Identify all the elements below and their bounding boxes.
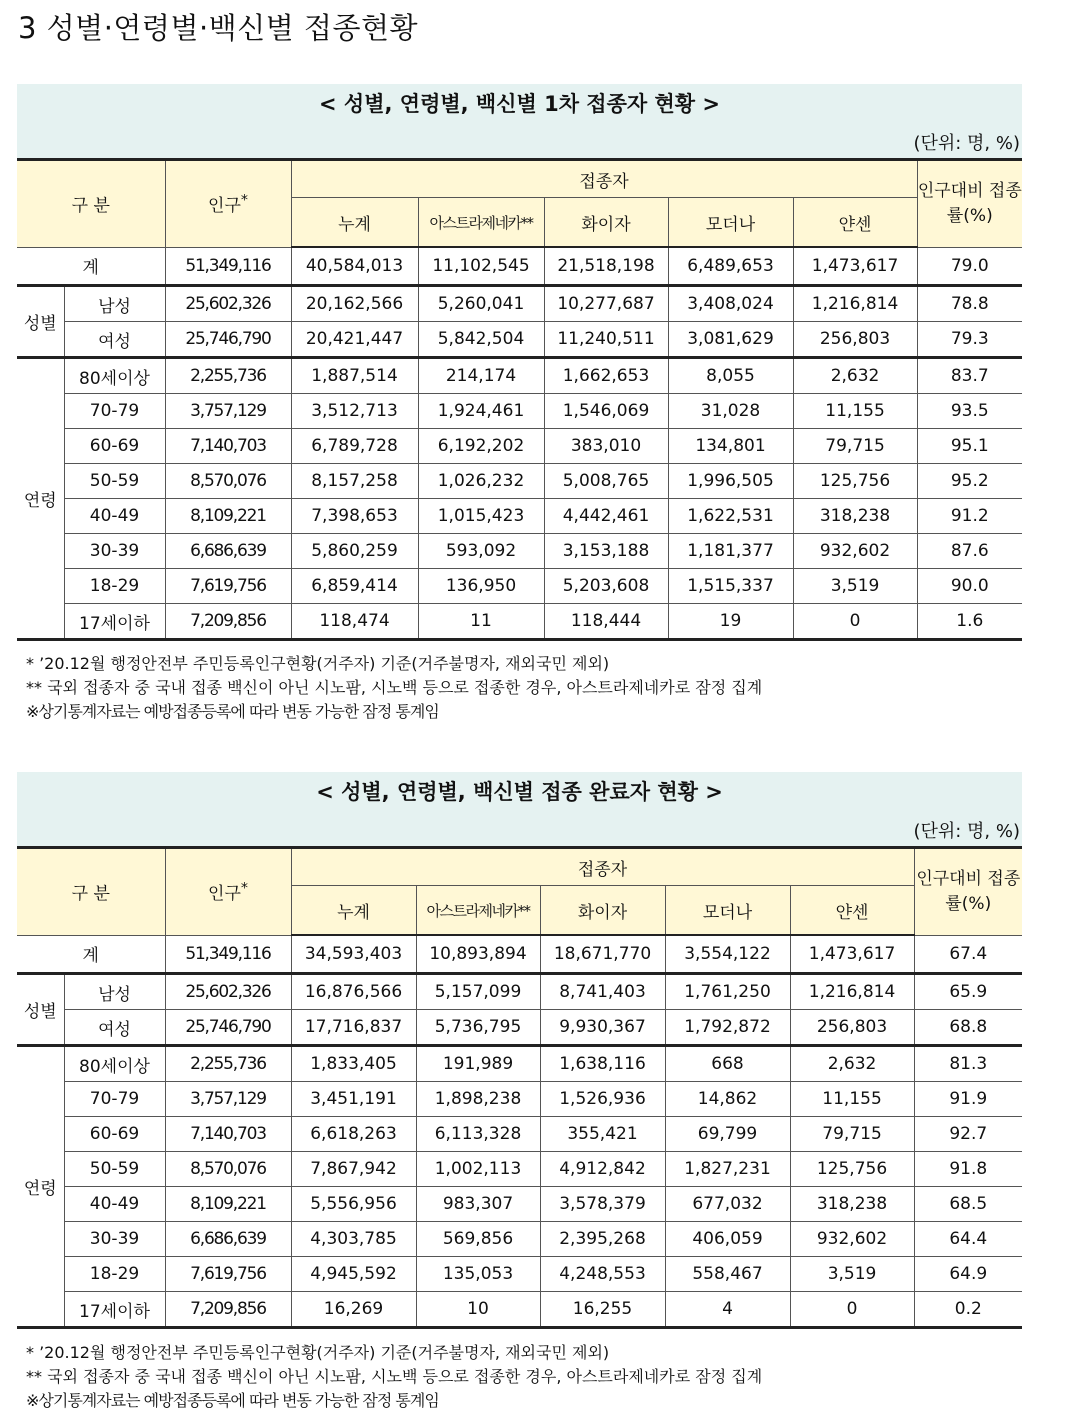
cell-rate: 81.3 [914, 1046, 1022, 1082]
cell-ja: 1,473,617 [793, 247, 917, 286]
header-group: 구 분 [17, 848, 165, 936]
row-label: 30-39 [64, 1222, 165, 1257]
cell-ja: 2,632 [793, 358, 917, 394]
cell-rate: 91.2 [917, 499, 1022, 534]
header-pfizer: 화이자 [540, 886, 665, 936]
group-label-age: 연령 [17, 358, 64, 640]
row-label: 계 [17, 935, 165, 974]
cell-pf: 1,546,069 [544, 394, 668, 429]
cell-pop: 7,209,856 [165, 1292, 291, 1328]
row-label: 남성 [64, 286, 165, 322]
cell-ja: 125,756 [790, 1152, 914, 1187]
cell-rate: 78.8 [917, 286, 1022, 322]
cell-rate: 79.0 [917, 247, 1022, 286]
complete-dose-table [17, 846, 1022, 1329]
first-dose-section [17, 84, 1022, 641]
cell-pf: 3,578,379 [540, 1187, 665, 1222]
table-row [17, 1117, 1022, 1152]
cell-mo: 3,081,629 [668, 322, 793, 358]
cell-ja: 256,803 [790, 1010, 914, 1046]
cell-pop: 51,349,116 [165, 935, 291, 974]
row-label: 60-69 [64, 429, 165, 464]
table-row [17, 286, 1022, 322]
cell-ja: 125,756 [793, 464, 917, 499]
cell-rate: 0.2 [914, 1292, 1022, 1328]
cell-total: 4,945,592 [291, 1257, 416, 1292]
cell-total: 6,859,414 [291, 569, 418, 604]
row-label: 18-29 [64, 569, 165, 604]
cell-az: 6,113,328 [416, 1117, 540, 1152]
cell-ja: 79,715 [793, 429, 917, 464]
cell-mo: 1,996,505 [668, 464, 793, 499]
cell-pf: 1,526,936 [540, 1082, 665, 1117]
cell-az: 5,842,504 [418, 322, 544, 358]
table-row [17, 1222, 1022, 1257]
cell-rate: 95.1 [917, 429, 1022, 464]
header-moderna: 모더나 [665, 886, 790, 936]
cell-az: 1,924,461 [418, 394, 544, 429]
cell-pf: 21,518,198 [544, 247, 668, 286]
cell-total: 7,398,653 [291, 499, 418, 534]
cell-rate: 68.5 [914, 1187, 1022, 1222]
table-row [17, 1082, 1022, 1117]
table-row [17, 358, 1022, 394]
row-label: 18-29 [64, 1257, 165, 1292]
cell-mo: 1,515,337 [668, 569, 793, 604]
cell-ja: 0 [793, 604, 917, 640]
footnote: ** 국외 접종자 중 국내 접종 백신이 아닌 시노팜, 시노백 등으로 접종한 경우, 아스트라제네카로 잠정 집계 [26, 678, 763, 697]
cell-pf: 118,444 [544, 604, 668, 640]
row-label: 50-59 [64, 1152, 165, 1187]
cell-rate: 79.3 [917, 322, 1022, 358]
cell-rate: 91.8 [914, 1152, 1022, 1187]
cell-total: 20,162,566 [291, 286, 418, 322]
row-label: 70-79 [64, 1082, 165, 1117]
table-row [17, 1046, 1022, 1082]
cell-pf: 5,203,608 [544, 569, 668, 604]
cell-pop: 8,109,221 [165, 1187, 291, 1222]
cell-total: 8,157,258 [291, 464, 418, 499]
cell-total: 4,303,785 [291, 1222, 416, 1257]
table-title: < 성별, 연령별, 백신별 1차 접종자 현황 > [319, 92, 720, 116]
table-row [17, 569, 1022, 604]
footnote: ※상기통계자료는 예방접종등록에 따라 변동 가능한 잠정 통계임 [26, 702, 439, 721]
row-label: 40-49 [64, 499, 165, 534]
table-row [17, 1152, 1022, 1187]
table-title-band [17, 84, 1022, 158]
page-heading: 3 성별·연령별·백신별 접종현황 [18, 11, 418, 45]
cell-pf: 16,255 [540, 1292, 665, 1328]
table-title-band [17, 772, 1022, 846]
group-label-sex: 성별 [17, 974, 64, 1046]
header-vaccinated: 접종자 [291, 848, 914, 886]
cell-pf: 355,421 [540, 1117, 665, 1152]
cell-total: 7,867,942 [291, 1152, 416, 1187]
cell-total: 40,584,013 [291, 247, 418, 286]
cell-total: 16,269 [291, 1292, 416, 1328]
header-population: 인구* [165, 160, 291, 248]
cell-pop: 6,686,639 [165, 534, 291, 569]
cell-ja: 256,803 [793, 322, 917, 358]
cell-pf: 5,008,765 [544, 464, 668, 499]
cell-mo: 3,408,024 [668, 286, 793, 322]
table-row [17, 1292, 1022, 1328]
header-group: 구 분 [17, 160, 165, 248]
cell-pop: 2,255,736 [165, 358, 291, 394]
cell-pop: 7,619,756 [165, 1257, 291, 1292]
row-label: 17세이하 [64, 604, 165, 640]
cell-ja: 318,238 [793, 499, 917, 534]
cell-mo: 1,792,872 [665, 1010, 790, 1046]
unit-label: (단위: 명, %) [913, 821, 1020, 842]
cell-total: 118,474 [291, 604, 418, 640]
header-total: 누계 [291, 198, 418, 248]
first-dose-table [17, 158, 1022, 641]
cell-rate: 95.2 [917, 464, 1022, 499]
row-label: 80세이상 [64, 1046, 165, 1082]
cell-pop: 3,757,129 [165, 394, 291, 429]
row-label: 50-59 [64, 464, 165, 499]
unit-label: (단위: 명, %) [913, 133, 1020, 154]
cell-pf: 1,662,653 [544, 358, 668, 394]
cell-pop: 8,570,076 [165, 464, 291, 499]
cell-ja: 2,632 [790, 1046, 914, 1082]
cell-pop: 7,619,756 [165, 569, 291, 604]
cell-total: 6,618,263 [291, 1117, 416, 1152]
cell-pf: 8,741,403 [540, 974, 665, 1010]
cell-pf: 2,395,268 [540, 1222, 665, 1257]
footnote: ** 국외 접종자 중 국내 접종 백신이 아닌 시노팜, 시노백 등으로 접종한 경우, 아스트라제네카로 잠정 집계 [26, 1367, 763, 1386]
cell-az: 1,026,232 [418, 464, 544, 499]
cell-total: 3,451,191 [291, 1082, 416, 1117]
header-rate: 인구대비 접종률(%) [917, 160, 1022, 248]
cell-total: 3,512,713 [291, 394, 418, 429]
header-pfizer: 화이자 [544, 198, 668, 248]
table-row-total [17, 935, 1022, 974]
row-label: 30-39 [64, 534, 165, 569]
row-label: 여성 [64, 322, 165, 358]
cell-pop: 7,209,856 [165, 604, 291, 640]
cell-az: 10,893,894 [416, 935, 540, 974]
cell-az: 569,856 [416, 1222, 540, 1257]
cell-az: 1,015,423 [418, 499, 544, 534]
footnotes-1 [26, 652, 762, 724]
cell-pop: 8,570,076 [165, 1152, 291, 1187]
cell-az: 6,192,202 [418, 429, 544, 464]
cell-pf: 10,277,687 [544, 286, 668, 322]
row-label: 70-79 [64, 394, 165, 429]
cell-ja: 932,602 [790, 1222, 914, 1257]
footnote: * ’20.12월 행정안전부 주민등록인구현황(거주자) 기준(거주불명자, 재외국민 제외) [26, 654, 610, 673]
cell-ja: 318,238 [790, 1187, 914, 1222]
cell-az: 136,950 [418, 569, 544, 604]
footnotes-2 [26, 1341, 762, 1413]
table-row-total [17, 247, 1022, 286]
cell-total: 6,789,728 [291, 429, 418, 464]
row-label: 40-49 [64, 1187, 165, 1222]
cell-mo: 1,622,531 [668, 499, 793, 534]
cell-az: 5,260,041 [418, 286, 544, 322]
group-label-age: 연령 [17, 1046, 64, 1328]
cell-rate: 64.4 [914, 1222, 1022, 1257]
cell-az: 10 [416, 1292, 540, 1328]
cell-total: 1,887,514 [291, 358, 418, 394]
table-title: < 성별, 연령별, 백신별 접종 완료자 현황 > [316, 780, 723, 804]
cell-pop: 25,746,790 [165, 1010, 291, 1046]
row-label: 80세이상 [64, 358, 165, 394]
table-row [17, 464, 1022, 499]
cell-pop: 25,746,790 [165, 322, 291, 358]
table-row [17, 322, 1022, 358]
row-label: 계 [17, 247, 165, 286]
cell-ja: 932,602 [793, 534, 917, 569]
cell-pf: 383,010 [544, 429, 668, 464]
header-az: 아스트라제네카** [418, 198, 544, 248]
table-body [17, 247, 1022, 640]
cell-rate: 91.9 [914, 1082, 1022, 1117]
cell-pop: 3,757,129 [165, 1082, 291, 1117]
header-total: 누계 [291, 886, 416, 936]
cell-total: 1,833,405 [291, 1046, 416, 1082]
cell-total: 5,556,956 [291, 1187, 416, 1222]
cell-total: 16,876,566 [291, 974, 416, 1010]
header-population: 인구* [165, 848, 291, 936]
complete-dose-section [17, 772, 1022, 1329]
cell-ja: 1,216,814 [790, 974, 914, 1010]
cell-pop: 6,686,639 [165, 1222, 291, 1257]
cell-ja: 3,519 [793, 569, 917, 604]
table-body [17, 935, 1022, 1328]
cell-rate: 65.9 [914, 974, 1022, 1010]
cell-az: 214,174 [418, 358, 544, 394]
cell-mo: 1,761,250 [665, 974, 790, 1010]
group-label-sex: 성별 [17, 286, 64, 358]
cell-mo: 31,028 [668, 394, 793, 429]
footnote: ※상기통계자료는 예방접종등록에 따라 변동 가능한 잠정 통계임 [26, 1391, 439, 1410]
header-moderna: 모더나 [668, 198, 793, 248]
cell-pf: 1,638,116 [540, 1046, 665, 1082]
cell-mo: 19 [668, 604, 793, 640]
cell-az: 11 [418, 604, 544, 640]
table-row [17, 604, 1022, 640]
cell-mo: 8,055 [668, 358, 793, 394]
cell-mo: 558,467 [665, 1257, 790, 1292]
table-row [17, 429, 1022, 464]
table-row [17, 534, 1022, 569]
cell-rate: 67.4 [914, 935, 1022, 974]
table-row [17, 974, 1022, 1010]
cell-pop: 2,255,736 [165, 1046, 291, 1082]
cell-pf: 18,671,770 [540, 935, 665, 974]
cell-rate: 1.6 [917, 604, 1022, 640]
cell-rate: 90.0 [917, 569, 1022, 604]
cell-rate: 83.7 [917, 358, 1022, 394]
cell-mo: 4 [665, 1292, 790, 1328]
cell-ja: 1,216,814 [793, 286, 917, 322]
cell-az: 5,736,795 [416, 1010, 540, 1046]
cell-mo: 134,801 [668, 429, 793, 464]
table-row [17, 394, 1022, 429]
cell-az: 135,053 [416, 1257, 540, 1292]
cell-pop: 51,349,116 [165, 247, 291, 286]
table-row [17, 1187, 1022, 1222]
cell-pop: 8,109,221 [165, 499, 291, 534]
cell-az: 1,002,113 [416, 1152, 540, 1187]
cell-mo: 69,799 [665, 1117, 790, 1152]
cell-ja: 0 [790, 1292, 914, 1328]
cell-az: 983,307 [416, 1187, 540, 1222]
row-label: 남성 [64, 974, 165, 1010]
row-label: 여성 [64, 1010, 165, 1046]
cell-pf: 4,248,553 [540, 1257, 665, 1292]
cell-pf: 4,912,842 [540, 1152, 665, 1187]
cell-ja: 11,155 [793, 394, 917, 429]
cell-total: 20,421,447 [291, 322, 418, 358]
cell-pop: 25,602,326 [165, 286, 291, 322]
cell-ja: 11,155 [790, 1082, 914, 1117]
cell-mo: 1,181,377 [668, 534, 793, 569]
cell-az: 5,157,099 [416, 974, 540, 1010]
cell-az: 191,989 [416, 1046, 540, 1082]
cell-ja: 1,473,617 [790, 935, 914, 974]
cell-mo: 6,489,653 [668, 247, 793, 286]
cell-rate: 92.7 [914, 1117, 1022, 1152]
cell-rate: 87.6 [917, 534, 1022, 569]
header-vaccinated: 접종자 [291, 160, 917, 198]
table-row [17, 499, 1022, 534]
header-janssen: 얀센 [790, 886, 914, 936]
cell-mo: 14,862 [665, 1082, 790, 1117]
footnote: * ’20.12월 행정안전부 주민등록인구현황(거주자) 기준(거주불명자, 재외국민 제외) [26, 1343, 610, 1362]
cell-pop: 7,140,703 [165, 1117, 291, 1152]
row-label: 17세이하 [64, 1292, 165, 1328]
cell-ja: 79,715 [790, 1117, 914, 1152]
cell-total: 34,593,403 [291, 935, 416, 974]
cell-pop: 7,140,703 [165, 429, 291, 464]
cell-rate: 64.9 [914, 1257, 1022, 1292]
header-az: 아스트라제네카** [416, 886, 540, 936]
cell-total: 5,860,259 [291, 534, 418, 569]
cell-az: 11,102,545 [418, 247, 544, 286]
cell-mo: 406,059 [665, 1222, 790, 1257]
cell-rate: 68.8 [914, 1010, 1022, 1046]
row-label: 60-69 [64, 1117, 165, 1152]
header-rate: 인구대비 접종률(%) [914, 848, 1022, 936]
cell-az: 593,092 [418, 534, 544, 569]
cell-pf: 11,240,511 [544, 322, 668, 358]
cell-pf: 4,442,461 [544, 499, 668, 534]
table-row [17, 1010, 1022, 1046]
cell-mo: 668 [665, 1046, 790, 1082]
cell-total: 17,716,837 [291, 1010, 416, 1046]
header-janssen: 얀센 [793, 198, 917, 248]
cell-ja: 3,519 [790, 1257, 914, 1292]
cell-pf: 9,930,367 [540, 1010, 665, 1046]
cell-rate: 93.5 [917, 394, 1022, 429]
cell-mo: 677,032 [665, 1187, 790, 1222]
cell-mo: 1,827,231 [665, 1152, 790, 1187]
cell-pop: 25,602,326 [165, 974, 291, 1010]
table-row [17, 1257, 1022, 1292]
cell-pf: 3,153,188 [544, 534, 668, 569]
cell-az: 1,898,238 [416, 1082, 540, 1117]
cell-mo: 3,554,122 [665, 935, 790, 974]
